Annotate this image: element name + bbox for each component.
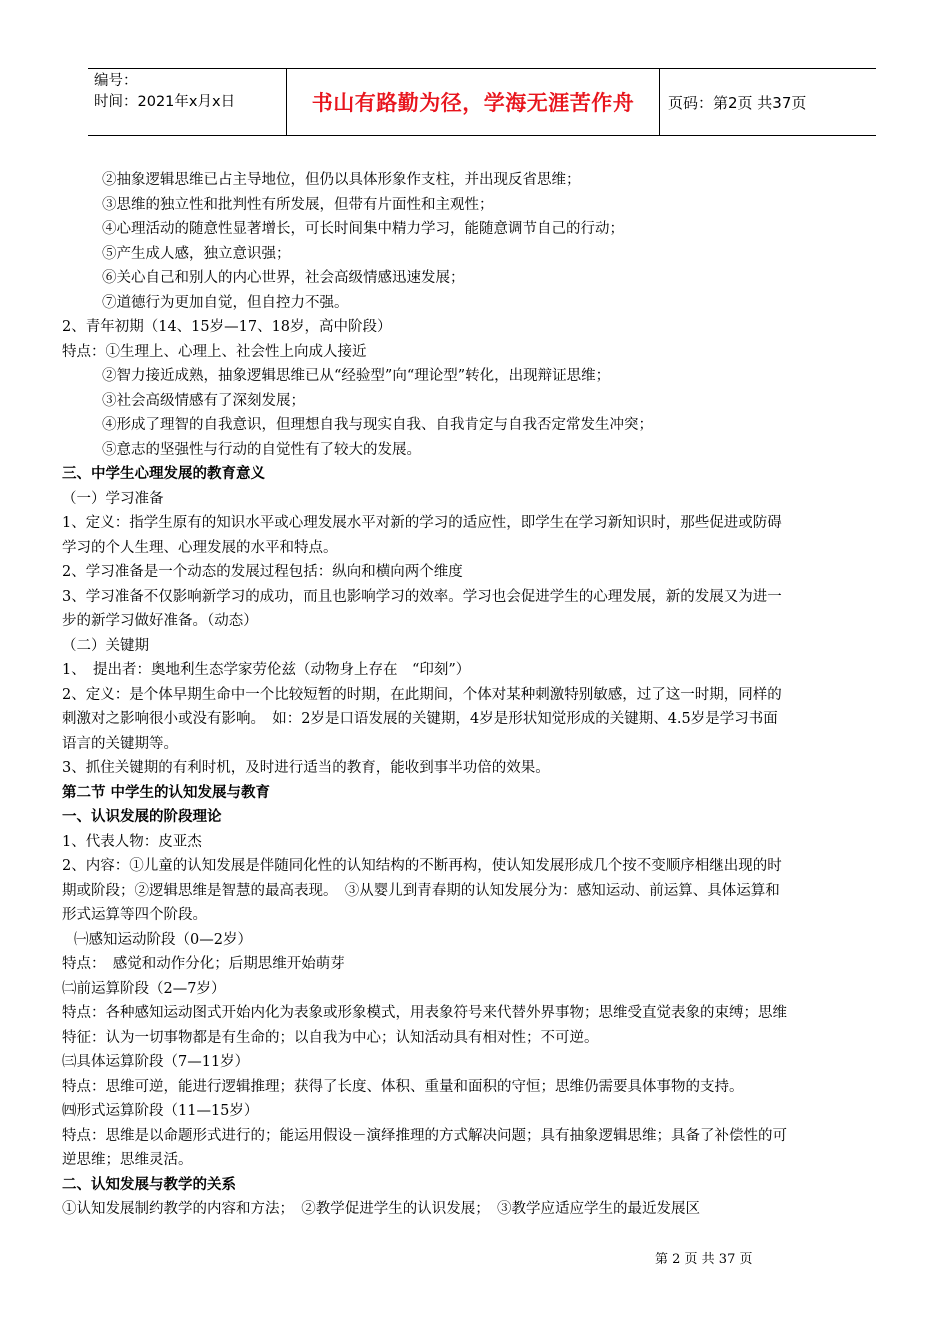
text-line: 1、代表人物：皮亚杰: [62, 833, 202, 850]
text-line: 3、抓住关键期的有利时机，及时进行适当的教育，能收到事半功倍的效果。: [62, 760, 550, 776]
text-line: ②智力接近成熟，抽象逻辑思维已从“经验型”向“理论型”转化，出现辩证思维；: [102, 368, 611, 384]
text-line: 2、内容：①儿童的认知发展是伴随同化性的认知结构的不断再构，使认知发展形成几个按不变顺序相继出现的时: [62, 858, 782, 874]
section-heading: 三、中学生心理发展的教育意义: [62, 465, 265, 482]
text-line: 2、学习准备是一个动态的发展过程包括：纵向和横向两个维度: [62, 564, 463, 580]
text-line: 1、定义：指学生原有的知识水平或心理发展水平对新的学习的适应性，即学生在学习新知识时，那些促进或防碍: [62, 515, 782, 531]
text-line: 特点：思维可逆，能进行逻辑推理；获得了长度、体积、重量和面积的守恒；思维仍需要具体事物的支持。: [62, 1078, 744, 1095]
text-line: 3、学习准备不仅影响新学习的成功，而且也影响学习的效率。学习也会促进学生的心理发展，新的发展又为进一: [62, 588, 782, 605]
text-line: ⑥关心自己和别人的内心世界，社会高级情感迅速发展；: [102, 270, 465, 286]
section-heading: 二、认知发展与教学的关系: [62, 1175, 236, 1193]
page-label: 页码：第2页 共37页: [668, 93, 807, 112]
text-line: ⑦道德行为更加自觉，但自控力不强。: [102, 294, 349, 311]
text-line: 特征：认为一切事物都是有生命的；以自我为中心；认知活动具有相对性；不可逆。: [62, 1029, 599, 1046]
text-line: 学习的个人生理、心理发展的水平和特点。: [62, 539, 338, 556]
text-line: ⑤产生成人感，独立意识强；: [102, 245, 291, 262]
text-line: 2、定义：是个体早期生命中一个比较短暂的时期，在此期间，个体对某种刺激特别敏感，过了这一时期，同样的: [62, 686, 782, 703]
text-line: 2、青年初期（14、15岁—17、18岁，高中阶段）: [62, 319, 392, 335]
number-label: 编号：: [94, 73, 138, 89]
text-line: 特点：思维是以命题形式进行的；能运用假设－演绎推理的方式解决问题；具有抽象逻辑思维；具备了补偿性的可: [62, 1127, 787, 1144]
header-left: [88, 69, 286, 135]
time-label: 时间：2021年x月x日: [94, 94, 236, 110]
text-line: ㈠感知运动阶段（0—2岁）: [74, 931, 252, 948]
text-line: 语言的关键期等。: [62, 735, 178, 752]
text-line: ㈢具体运算阶段（7—11岁）: [62, 1054, 250, 1070]
text-line: ㈣形式运算阶段（11—15岁）: [62, 1103, 259, 1119]
text-line: 特点：①生理上、心理上、社会性上向成人接近: [62, 343, 367, 360]
text-line: 1、 提出者：奥地利生态学家劳伦兹（动物身上存在 “印刻”）: [62, 662, 471, 678]
text-line: 刺激对之影响很小或没有影响。 如：2岁是口语发展的关键期，4岁是形状知觉形成的关键期、4.5岁是学习书面: [62, 711, 778, 727]
page-footer: 第 2 页 共 37 页: [655, 1252, 753, 1267]
text-line: （二）关键期: [62, 637, 149, 654]
section-heading: 第二节 中学生的认知发展与教育: [62, 783, 271, 801]
text-line: 形式运算等四个阶段。: [62, 907, 207, 923]
text-line: 特点：各种感知运动图式开始内化为表象或形象模式，用表象符号来代替外界事物；思维受直觉表象的束缚；思维: [62, 1005, 787, 1021]
text-line: ①认知发展制约教学的内容和方法； ②教学促进学生的认识发展； ③教学应适应学生的最近发展区: [62, 1201, 700, 1217]
text-line: 期或阶段；②逻辑思维是智慧的最高表现。 ③从婴儿到青春期的认知发展分为：感知运动、前运算、具体运算和: [62, 882, 780, 899]
text-line: 特点： 感觉和动作分化；后期思维开始萌芽: [62, 956, 345, 972]
text-line: ㈡前运算阶段（2—7岁）: [62, 980, 226, 997]
text-line: （一）学习准备: [62, 490, 164, 507]
text-line: ④形成了理智的自我意识，但理想自我与现实自我、自我肯定与自我否定常发生冲突；: [102, 417, 653, 433]
text-line: ④心理活动的随意性显著增长，可长时间集中精力学习，能随意调节自己的行动；: [102, 221, 624, 237]
text-line: ③社会高级情感有了深刻发展；: [102, 392, 305, 409]
section-heading: 一、认识发展的阶段理论: [62, 808, 222, 825]
document-body: [62, 168, 907, 1222]
text-line: ⑤意志的坚强性与行动的自觉性有了较大的发展。: [102, 441, 421, 458]
text-line: ③思维的独立性和批判性有所发展，但带有片面性和主观性；: [102, 196, 494, 213]
page-header: [88, 68, 876, 136]
text-line: ②抽象逻辑思维已占主导地位，但仍以具体形象作支柱，并出现反省思维；: [102, 172, 581, 188]
motto: 书山有路勤为径，学海无涯苦作舟: [286, 69, 660, 135]
text-line: 逆思维；思维灵活。: [62, 1152, 193, 1168]
text-line: 步的新学习做好准备。（动态）: [62, 613, 258, 629]
